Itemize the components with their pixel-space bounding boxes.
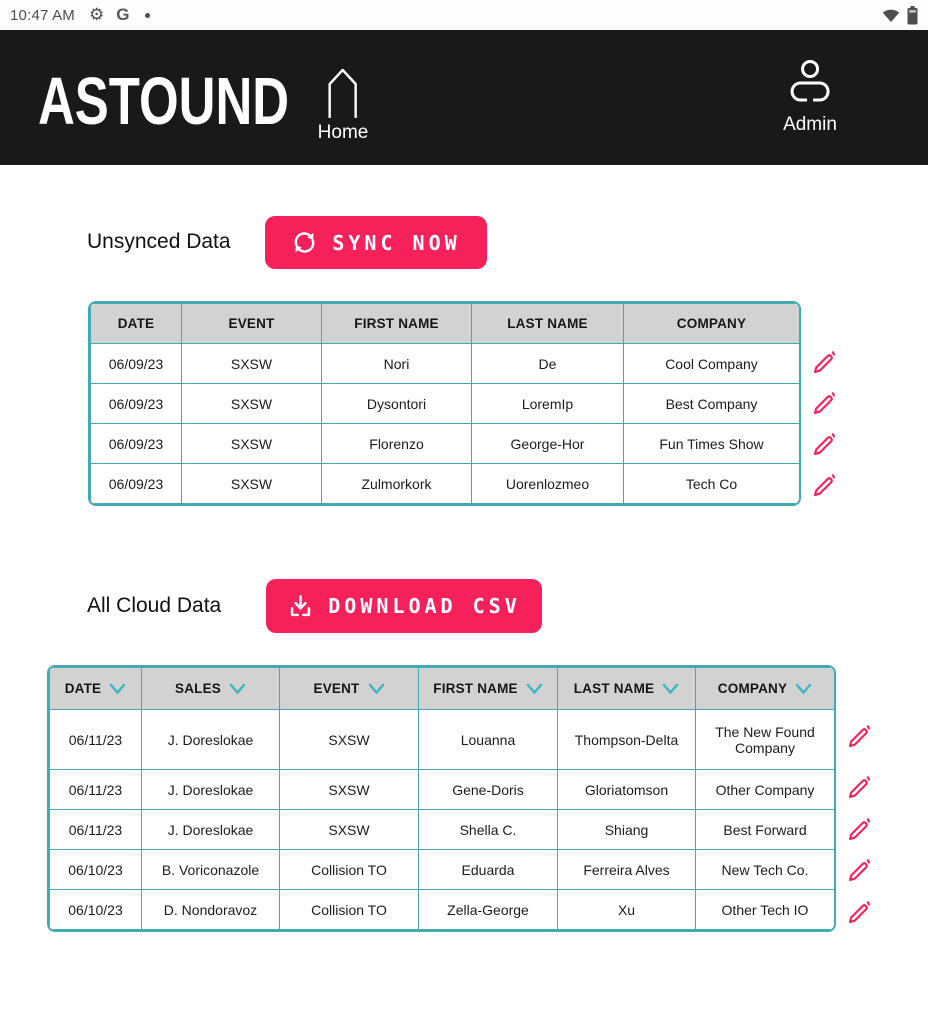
status-bar: 10:47 AM ⚙ G — [0, 0, 928, 30]
cell-date: 06/11/23 — [50, 810, 142, 850]
table-row — [91, 384, 800, 424]
astound-logo: ASTOUND — [38, 65, 290, 140]
download-csv-button[interactable] — [266, 579, 542, 633]
cell-first-name: Zella-George — [419, 890, 558, 930]
cell-sales: D. Nondoravoz — [142, 890, 280, 930]
table-row — [50, 810, 835, 850]
all-cloud-data-title: All Cloud Data — [87, 594, 222, 617]
nav-admin[interactable] — [783, 58, 837, 136]
status-time: 10:47 AM — [10, 6, 75, 24]
cell-first-name: Dysontori — [322, 384, 472, 424]
cell-first-name: Florenzo — [322, 424, 472, 464]
cell-last-name: Thompson-Delta — [558, 710, 696, 770]
cell-event: SXSW — [280, 810, 419, 850]
cell-company: The New Found Company — [696, 710, 835, 770]
cell-date: 06/10/23 — [50, 850, 142, 890]
column-header-label: DATE — [64, 681, 102, 696]
cell-company: Fun Times Show — [624, 424, 800, 464]
cell-date: 06/09/23 — [91, 464, 182, 504]
sort-chevron-icon — [795, 683, 812, 695]
column-header-event[interactable] — [280, 668, 419, 710]
edit-row-button[interactable] — [845, 900, 872, 927]
download-csv-label: DOWNLOAD CSV — [328, 594, 521, 618]
table-row — [91, 424, 800, 464]
cell-event: SXSW — [182, 384, 322, 424]
cell-sales: J. Doreslokae — [142, 810, 280, 850]
unsynced-table — [88, 301, 801, 506]
sync-refresh-icon — [291, 229, 318, 256]
cell-event: SXSW — [182, 344, 322, 384]
cell-company: Best Company — [624, 384, 800, 424]
cell-date: 06/10/23 — [50, 890, 142, 930]
cell-last-name: Xu — [558, 890, 696, 930]
column-header-date: DATE — [91, 304, 182, 344]
table-row — [50, 770, 835, 810]
google-icon: G — [116, 5, 130, 24]
cell-last-name: Ferreira Alves — [558, 850, 696, 890]
edit-row-button[interactable] — [845, 724, 872, 751]
cell-company: New Tech Co. — [696, 850, 835, 890]
column-header-sales[interactable] — [142, 668, 280, 710]
cell-first-name: Zulmorkork — [322, 464, 472, 504]
edit-row-button[interactable] — [810, 391, 837, 418]
sort-chevron-icon — [368, 683, 385, 695]
cell-date: 06/11/23 — [50, 710, 142, 770]
cell-first-name: Louanna — [419, 710, 558, 770]
cell-event: Collision TO — [280, 890, 419, 930]
cell-first-name: Eduarda — [419, 850, 558, 890]
column-header-company: COMPANY — [624, 304, 800, 344]
sync-now-label: SYNC NOW — [332, 230, 461, 255]
cell-last-name: George-Hor — [472, 424, 624, 464]
column-header-first-name[interactable] — [419, 668, 558, 710]
battery-icon — [907, 6, 918, 25]
column-header-label: LAST NAME — [573, 681, 655, 696]
cell-company: Other Company — [696, 770, 835, 810]
sort-chevron-icon — [229, 683, 246, 695]
edit-row-button[interactable] — [810, 473, 837, 500]
sync-now-button[interactable] — [265, 216, 487, 269]
cell-first-name: Nori — [322, 344, 472, 384]
cell-date: 06/09/23 — [91, 344, 182, 384]
cell-date: 06/09/23 — [91, 424, 182, 464]
column-header-first-name: FIRST NAME — [322, 304, 472, 344]
column-header-label: SALES — [174, 681, 221, 696]
cell-company: Other Tech IO — [696, 890, 835, 930]
column-header-company[interactable] — [696, 668, 835, 710]
table-row — [91, 344, 800, 384]
edit-row-button[interactable] — [845, 858, 872, 885]
cell-last-name: De — [472, 344, 624, 384]
cell-event: SXSW — [280, 710, 419, 770]
cell-sales: J. Doreslokae — [142, 710, 280, 770]
column-header-label: EVENT — [313, 681, 360, 696]
edit-row-button[interactable] — [810, 432, 837, 459]
cell-company: Best Forward — [696, 810, 835, 850]
cell-last-name: Gloriatomson — [558, 770, 696, 810]
app-header — [0, 30, 928, 165]
sort-chevron-icon — [526, 683, 543, 695]
cell-company: Cool Company — [624, 344, 800, 384]
cell-sales: J. Doreslokae — [142, 770, 280, 810]
column-header-label: COMPANY — [717, 681, 788, 696]
cloud-table — [47, 665, 836, 932]
nav-home-label: Home — [317, 122, 369, 143]
table-row — [91, 464, 800, 504]
nav-home[interactable] — [318, 62, 369, 144]
table-row — [50, 710, 835, 770]
admin-person-icon — [784, 58, 836, 110]
edit-row-button[interactable] — [810, 350, 837, 377]
sort-chevron-icon — [662, 683, 679, 695]
table-header-row — [91, 304, 800, 344]
column-header-event: EVENT — [182, 304, 322, 344]
cell-last-name: Uorenlozmeo — [472, 464, 624, 504]
edit-row-button[interactable] — [845, 817, 872, 844]
cell-sales: B. Voriconazole — [142, 850, 280, 890]
cell-last-name: Shiang — [558, 810, 696, 850]
cell-company: Tech Co — [624, 464, 800, 504]
cell-date: 06/09/23 — [91, 384, 182, 424]
table-row — [50, 850, 835, 890]
table-header-row — [50, 668, 835, 710]
edit-row-button[interactable] — [845, 775, 872, 802]
column-header-date[interactable] — [50, 668, 142, 710]
cell-first-name: Gene-Doris — [419, 770, 558, 810]
cell-last-name: LoremIp — [472, 384, 624, 424]
sort-chevron-icon — [109, 683, 126, 695]
column-header-label: FIRST NAME — [433, 681, 518, 696]
wifi-icon — [882, 8, 900, 23]
notification-dot-icon — [145, 13, 150, 18]
cell-first-name: Shella C. — [419, 810, 558, 850]
cell-date: 06/11/23 — [50, 770, 142, 810]
cell-event: SXSW — [182, 464, 322, 504]
download-icon — [287, 593, 314, 620]
cell-event: SXSW — [182, 424, 322, 464]
table-row — [50, 890, 835, 930]
cell-event: SXSW — [280, 770, 419, 810]
column-header-last-name[interactable] — [558, 668, 696, 710]
nav-admin-label: Admin — [783, 114, 837, 135]
unsynced-data-title: Unsynced Data — [87, 230, 231, 253]
cell-event: Collision TO — [280, 850, 419, 890]
home-icon — [321, 62, 365, 118]
column-header-last-name: LAST NAME — [472, 304, 624, 344]
